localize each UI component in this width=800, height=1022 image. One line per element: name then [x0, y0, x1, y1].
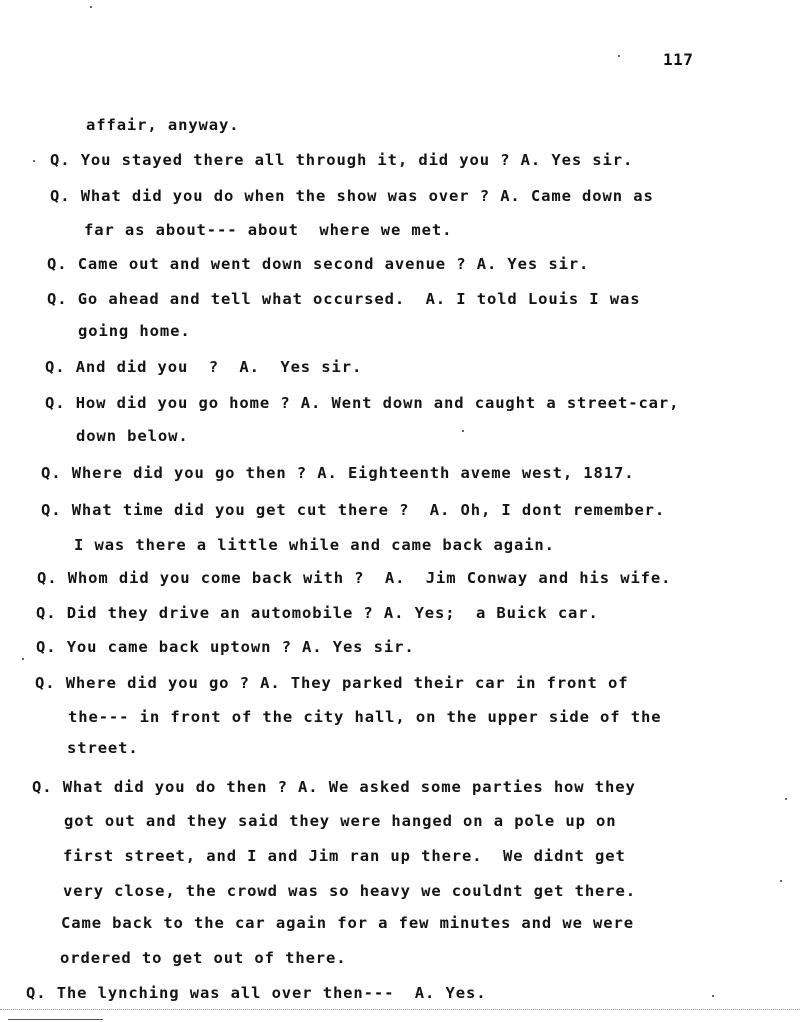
question-line: Q. You came back uptown ? A. Yes sir.	[36, 638, 415, 656]
question-line: Q. Came out and went down second avenue ? A. Yes sir.	[47, 255, 590, 273]
transcript-line: got out and they said they were hanged on a pole up on	[64, 812, 617, 830]
page-number: 117	[663, 50, 694, 69]
question-line: Q. What time did you get cut there ? A. Oh, I dont remember.	[41, 501, 666, 519]
transcript-line: street.	[67, 739, 139, 757]
transcript-line: far as about--- about where we met.	[84, 221, 453, 239]
scan-speck	[90, 6, 92, 8]
question-line: Q. The lynching was all over then--- A. Yes.	[26, 984, 487, 1002]
question-line: Q. Go ahead and tell what occursed. A. I told Louis I was	[47, 290, 641, 308]
transcript-line: going home.	[78, 322, 191, 340]
transcript-line: down below.	[76, 427, 189, 445]
transcript-line: the--- in front of the city hall, on the upper side of the	[68, 708, 662, 726]
scan-speck	[780, 880, 782, 882]
transcript-line: affair, anyway.	[86, 116, 240, 134]
question-line: Q. Did they drive an automobile ? A. Yes; a Buick car.	[36, 604, 599, 622]
question-line: Q. Where did you go then ? A. Eighteenth aveme west, 1817.	[41, 464, 635, 482]
transcript-line: Came back to the car again for a few minutes and we were	[61, 914, 634, 932]
transcript-line: very close, the crowd was so heavy we couldnt get there.	[63, 882, 636, 900]
scan-speck	[22, 658, 24, 660]
scan-edge-rule	[0, 1009, 800, 1010]
scan-speck	[33, 160, 35, 162]
scan-speck	[462, 430, 464, 432]
question-line: Q. What did you do then ? A. We asked some parties how they	[32, 778, 636, 796]
transcript-line: first street, and I and Jim ran up there. We didnt get	[63, 847, 626, 865]
question-line: Q. And did you ? A. Yes sir.	[45, 358, 363, 376]
scan-edge-rule-left	[8, 1019, 103, 1020]
scan-speck	[785, 798, 787, 800]
question-line: Q. Whom did you come back with ? A. Jim Conway and his wife.	[37, 569, 672, 587]
question-line: Q. How did you go home ? A. Went down and caught a street-car,	[45, 394, 680, 412]
scan-speck	[712, 995, 714, 997]
transcript-line: I was there a little while and came back again.	[74, 536, 555, 554]
question-line: Q. Where did you go ? A. They parked their car in front of	[35, 674, 629, 692]
question-line: Q. You stayed there all through it, did you ? A. Yes sir.	[50, 151, 634, 169]
transcript-line: ordered to get out of there.	[60, 949, 347, 967]
scan-speck	[618, 55, 620, 57]
question-line: Q. What did you do when the show was over ? A. Came down as	[50, 187, 654, 205]
